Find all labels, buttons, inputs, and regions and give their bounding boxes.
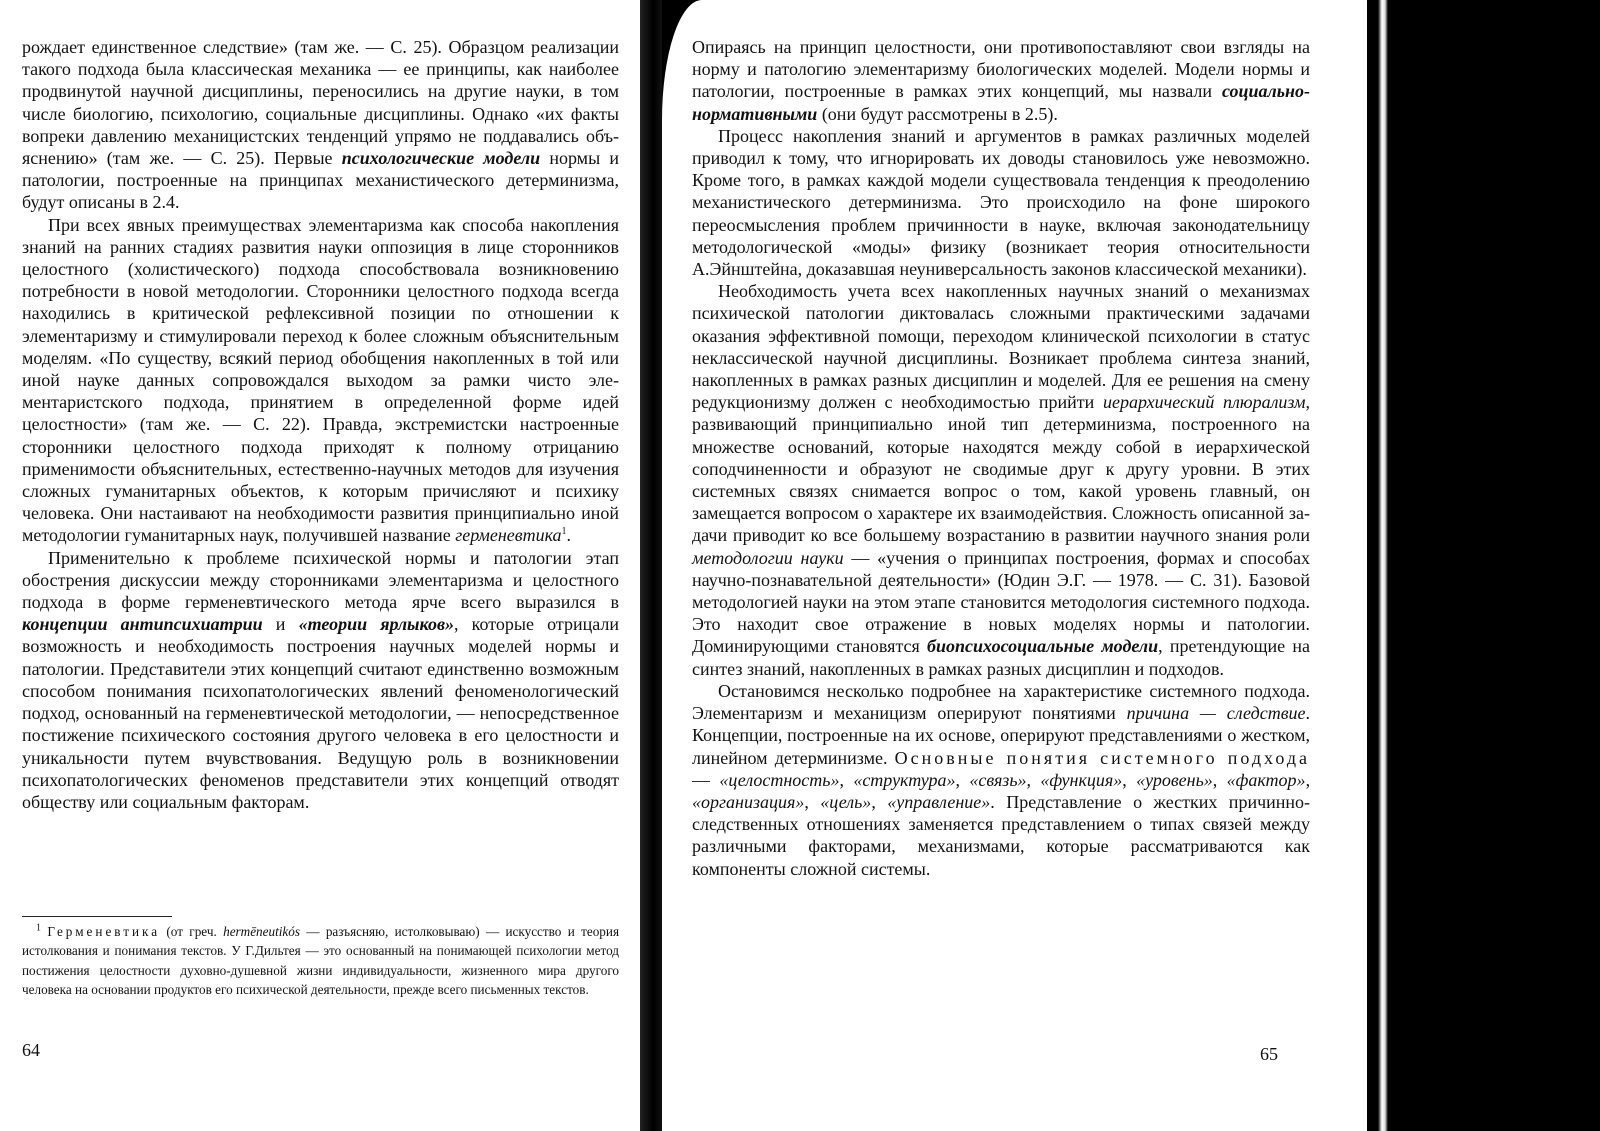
emphasis-text: методологии науки (692, 547, 844, 568)
text-run: — (692, 769, 720, 790)
emphasis-text: «управление» (887, 791, 991, 812)
footnote-text (22, 922, 619, 1000)
emphasis-text: «структура» (853, 769, 956, 790)
emphasis-text: 1 (36, 922, 41, 934)
paragraph (692, 280, 1310, 680)
text-run: , развивающий принципиально иной тип детерминизма, построенного на множестве оснований, которые находятся между собой в иерархической соподчиненности и образуют не сводимые друг к другу уровни. В этих системных связях снимается вопрос о том, какой уровень главный, он замещается вопросом о характере их взаимодействия. Сложность описанной задачи приводит ко все большему возрастанию в развитии научного знания роли (692, 392, 1310, 546)
text-run: , которые отрицали возможность и необходимость построения научных моделей нормы и патологии. Представители этих концепций считают единственно возможным способом понимания психопатологических явлений феноменологический подход, основанный на герменевтической методологии, — непосредственное постижение психического состояния другого человека в его целостности и уникальности путем вчувствования. Ведущую роль в возникновении психопатологических феноменов представители этих концепций отводят обществу или социальным факторам. (22, 614, 619, 812)
text-run: . (566, 525, 572, 546)
text-run: , (1026, 769, 1041, 790)
text-run: . Представление о жестких причинно-следственных отношениях заменяется представлением о типах связей между различными факторами, механизмами, которые рассматриваются как компоненты сложной системы. (692, 791, 1311, 879)
emphasis-text: «теории ярлыков» (298, 614, 455, 635)
text-run: , (871, 791, 888, 812)
emphasis-text: социально-нормативными (692, 81, 1310, 124)
paragraph (692, 125, 1310, 280)
emphasis-text: Герменевтика (47, 924, 161, 939)
text-run: Опираясь на принцип целостности, они противопоставляют свои взгляды на норму и патологию элементаризму биологических моделей. Модели нормы и патологии, построенные в рамках этих концепций, мы назвали (692, 37, 1310, 102)
emphasis-text: «уровень» (1136, 769, 1213, 790)
text-run: Необходимость учета всех накопленных научных знаний о механизмах психической патологии диктовалась сложными практическими задачами оказания эффективной помощи, переходом клинической психологии в статус неклассической научной дисциплины. Возникает проблема синтеза знаний, накопленных в рамках разных дисциплин и моделей. Для ее решения на смену редукционизму должен с необходимостью прийти (692, 281, 1310, 413)
emphasis-text: психологические модели (341, 148, 541, 169)
emphasis-text: Основные понятия системного подхода (894, 747, 1310, 768)
text-run: нормы и патологии, построенные на принципах механистического детерминизма, будут описаны в 2.4. (22, 148, 619, 213)
emphasis-text: иерархический плюрализм (1103, 392, 1306, 413)
emphasis-text: «функция» (1040, 769, 1123, 790)
book-gutter (640, 0, 662, 1131)
text-run: . Концепции, построенные на их основе, оперируют представлениями о жестком, линейном детерминизме. (692, 703, 1310, 768)
footnote-separator (22, 916, 172, 917)
text-run: (от греч. (160, 924, 224, 939)
scan-background (1367, 0, 1600, 1131)
page-number-left: 64 (22, 1040, 40, 1060)
emphasis-text: «фактор» (1226, 769, 1306, 790)
paragraph (692, 680, 1310, 880)
text-run: и (262, 614, 299, 635)
emphasis-text: биопсихосоциальные модели (927, 636, 1159, 657)
paragraph (22, 214, 619, 547)
right-page (662, 0, 1367, 1131)
footnote (22, 922, 619, 1000)
text-run: (они будут рассмотрены в 2.5). (817, 103, 1058, 124)
text-run: , (804, 791, 821, 812)
emphasis-text: герменевтика (455, 525, 562, 546)
text-run: — разъясняю, истолковываю) — искусство и теория истолкования и понимания текстов. У Г.Дильтея — это основанный на понимающей психологии метод постижения целостности духовно-душевной жизни индивидуальности, жизненного мира другого человека на основании продуктов его психической деятельности, прежде всего письменных текстов. (22, 924, 620, 998)
text-run: , (955, 769, 970, 790)
text-run: , (839, 769, 854, 790)
text-run: При всех явных преимуществах элементаризма как способа накопления знаний на ранних стадиях развития науки оппозиция в лице сторонников целостного (холистического) подхода способствовала возникновению потребности в новой методологии. Сторонники целостного подхода всегда находились в критической рефлексивной позиции по отношении к элементаризму и стимулировали переход к более сложным объяснительным моделям. «По существу, всякий период обобщения накопленных в той или иной науке данных сопровождался выходом за рамки чисто элементаристского подхода, принятием в определенной форме идей целостности» (там же. — С. 22). Правда, экстремистски настроенные сторонники целостного подхода приходят к полному отрицанию применимости объяснительных, естественно-научных методов для изучения сложных гуманитарных объектов, к которым причисляют и психику человека. Они настаивают на необходимости развития принципиально иной методологии гуманитарных наук, получившей название (22, 214, 619, 546)
emphasis-text: «целостность» (719, 769, 840, 790)
text-run: , претендующие на синтез знаний, накопленных в рамках разных дисциплин и подходов. (692, 636, 1310, 679)
right-body-text (692, 36, 1310, 880)
text-run: рождает единственное следствие» (там же. — С. 25). Образцом реализации такого подхода была классическая механика — ее принципы, как наиболее продвинутой научной дисциплины, переносились на другие науки, в том числе биологию, психологию, социальные дисциплины. Однако «их факты вопреки давлению механицистских тенденций упрямо не поддавались объяснению» (там же. — С. 25). Первые (22, 37, 619, 169)
text-run: Процесс накопления знаний и аргументов в рамках различных моделей приводил к тому, что игнорировать их доводы становилось уже невозможно. Кроме того, в рамках каждой модели существовала тенденция к преодолению механистического детерминизма. Это происходило на фоне широкого переосмысления проблем причинности в науке, включая законодательницу методологической «моды» физику (возникает теория относительности А.Эйнштейна, доказавшая неуниверсальность законов классической механики). (692, 125, 1310, 280)
page-edge-strip (1378, 0, 1388, 1131)
page-number-right: 65 (1260, 1044, 1278, 1064)
emphasis-text: концепции антипсихиатрии (22, 614, 263, 635)
emphasis-text: «организация» (692, 791, 805, 812)
text-run: — «учения о принципах построения, формах и способах научно-познавательной деятельности» (Юдин Э.Г. — 1978. — С. 31). Базовой методологией науки на этом этапе становится методология системного подхода. Это находит свое отражение в новых моделях нормы и патологии. Доминирующими становятся (692, 547, 1310, 657)
left-body-text (22, 36, 619, 813)
text-run: Остановимся несколько подробнее на характеристике системного подхода. Элементаризм и механицизм оперируют понятиями (692, 680, 1310, 724)
text-run: , (1212, 769, 1227, 790)
emphasis-text: hermēneutikós (223, 924, 300, 939)
emphasis-text: «связь» (969, 769, 1027, 790)
paragraph (22, 547, 619, 813)
text-run: , (1122, 769, 1137, 790)
text-run: Применительно к проблеме психической нормы и патологии этап обострения дискуссии между сторонниками элементаризма и целостного подхода в форме герменевтического метода ярче всего выразился в (22, 547, 619, 613)
text-run: , (1305, 769, 1311, 790)
emphasis-text: 1 (561, 526, 567, 538)
paragraph (692, 36, 1310, 125)
paragraph (22, 36, 619, 214)
emphasis-text: причина — следствие (1126, 703, 1306, 724)
left-page (0, 0, 640, 1131)
emphasis-text: «цель» (820, 791, 872, 812)
